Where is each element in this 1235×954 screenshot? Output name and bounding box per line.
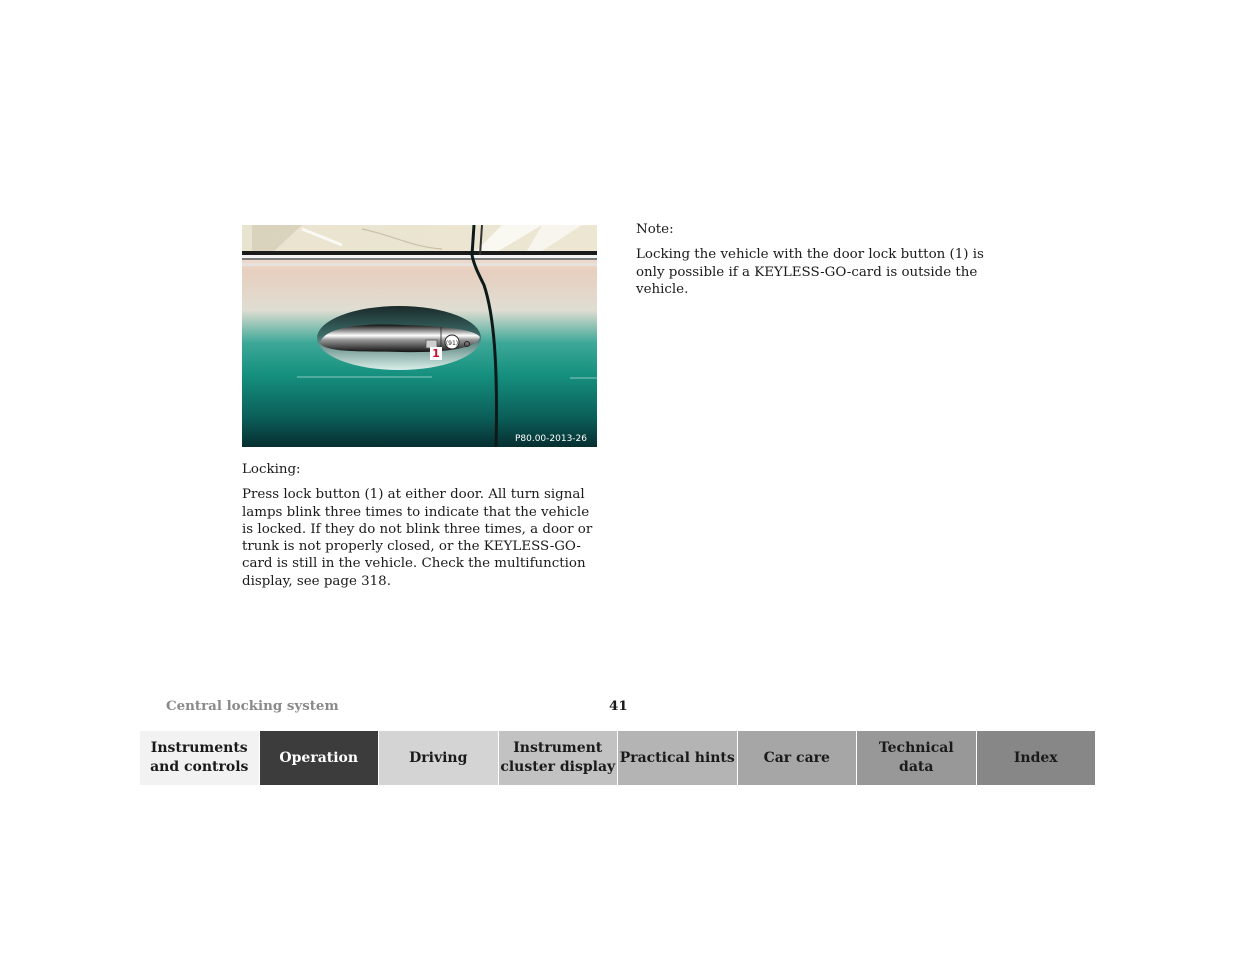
tab-driving[interactable]: Driving xyxy=(379,731,499,785)
tab-technical-data[interactable]: Technical data xyxy=(857,731,977,785)
tab-car-care[interactable]: Car care xyxy=(738,731,858,785)
callout-number: 1 xyxy=(432,347,440,360)
locking-heading: Locking: xyxy=(242,462,301,477)
page-number: 41 xyxy=(609,698,628,714)
tab-practical-hints[interactable]: Practical hints xyxy=(618,731,738,785)
note-heading: Note: xyxy=(636,222,674,237)
section-title: Central locking system xyxy=(166,698,339,714)
door-handle-image xyxy=(242,225,597,447)
chapter-nav xyxy=(140,731,1095,785)
tab-operation[interactable]: Operation xyxy=(260,731,380,785)
figure-code: P80.00-2013-26 xyxy=(514,434,587,444)
tab-instrument-cluster-display[interactable]: Instrument cluster display xyxy=(499,731,619,785)
svg-text:(91): (91) xyxy=(445,340,459,347)
callout-marker xyxy=(430,347,442,360)
locking-section xyxy=(242,461,602,590)
tab-index[interactable]: Index xyxy=(977,731,1096,785)
note-body: Locking the vehicle with the door lock button (1) is only possible if a KEYLESS-GO-card is outside the vehicle. xyxy=(636,247,984,297)
note-section xyxy=(636,221,1006,298)
tab-instruments-and-controls[interactable]: Instruments and controls xyxy=(140,731,260,785)
locking-body: Press lock button (1) at either door. All turn signal lamps blink three times to indicate that the vehicle is locked. If they do not blink three times, a door or trunk is not properly closed, or the KEYLESS-GO-card is still in the vehicle. Check the multifunction display, see page 318. xyxy=(242,487,593,589)
door-handle-illustration xyxy=(242,225,597,447)
